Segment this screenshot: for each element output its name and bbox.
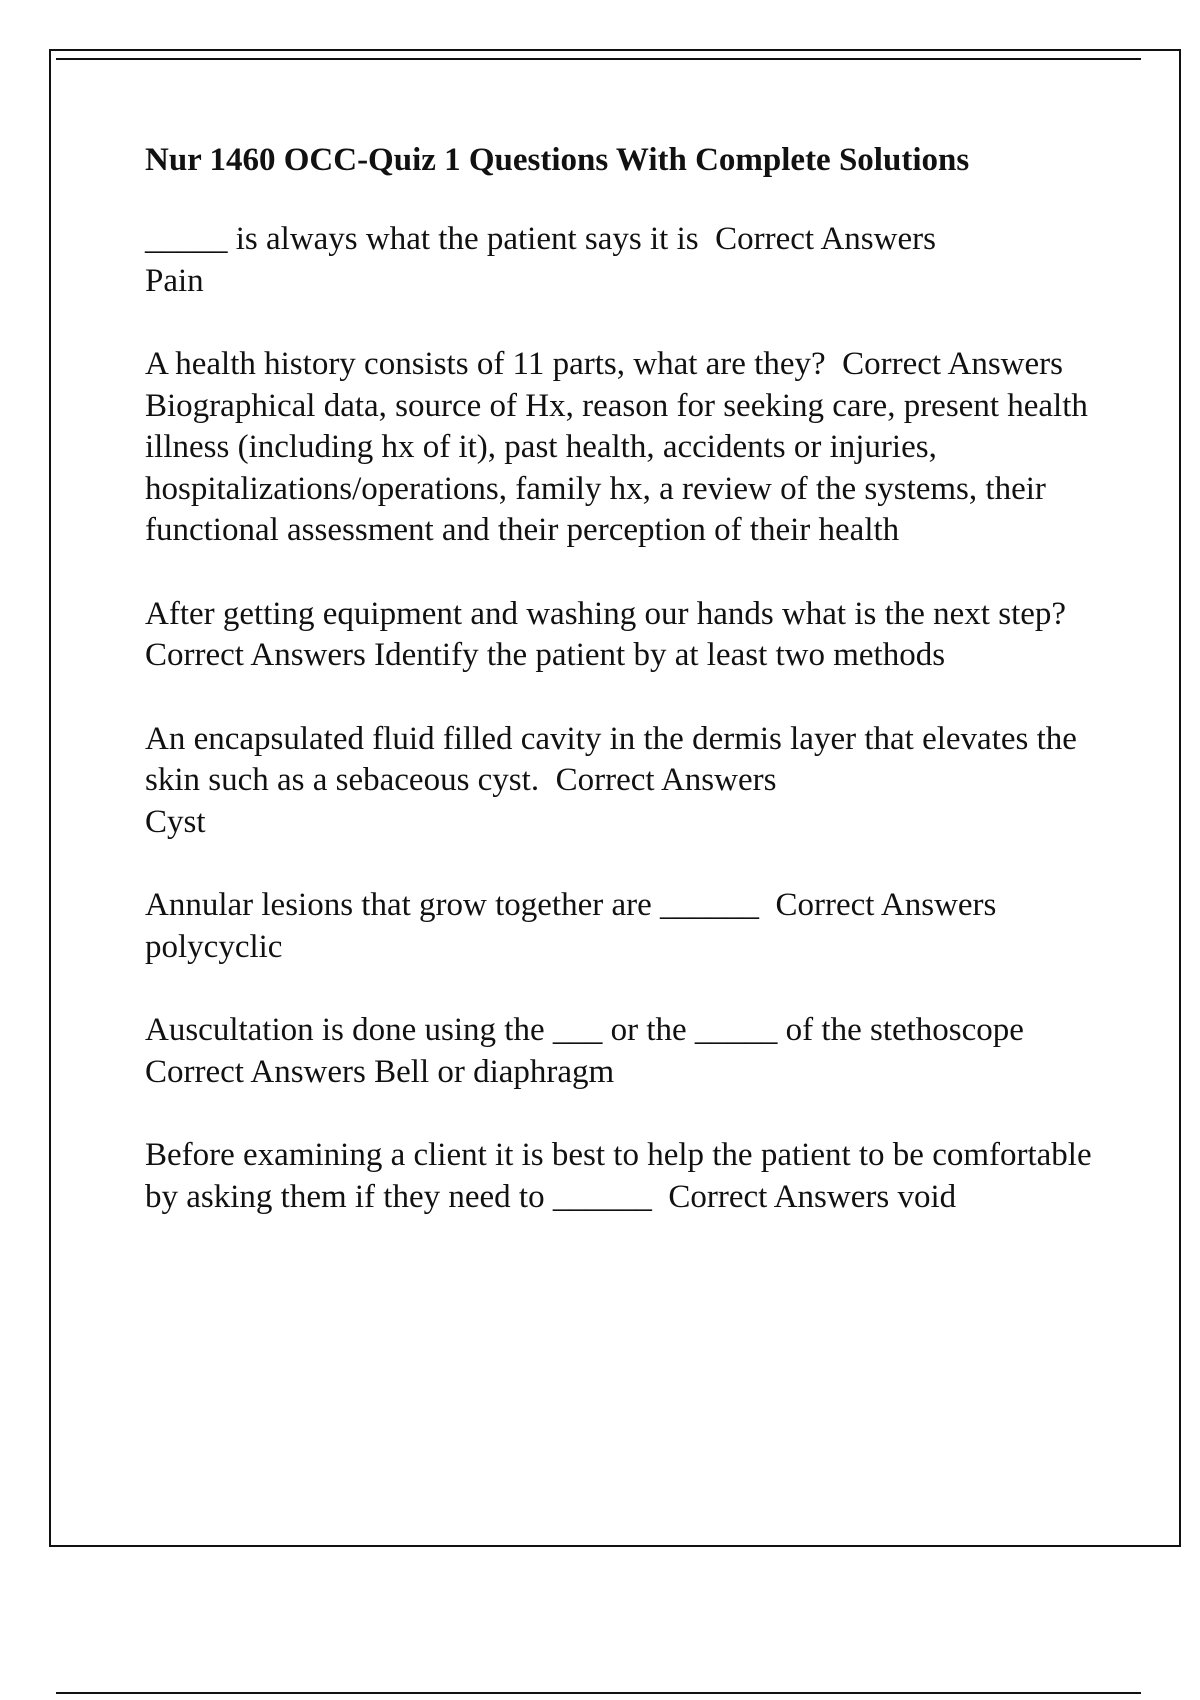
bottom-rule (56, 1692, 1141, 1694)
answer-label: Correct Answers (775, 887, 997, 923)
answer-text: polycyclic (145, 928, 283, 965)
answer-text: Cyst (145, 803, 206, 840)
answer-label: Correct Answers (555, 762, 777, 798)
question-text: An encapsulated fluid filled cavity in the dermis layer that elevates the skin such as a sebaceous cyst. (145, 720, 1086, 798)
answer-text: Pain (145, 262, 204, 299)
document-body (145, 140, 1105, 1260)
qa-item (145, 344, 1105, 552)
answer-text: void (897, 1178, 957, 1215)
qa-item (145, 1135, 1105, 1218)
answer-label: Correct Answers (842, 346, 1063, 382)
qa-item (145, 219, 1105, 302)
qa-item (145, 594, 1105, 677)
question-text: Before examining a client it is best to help the patient to be comfortable by asking them if they need to ______ (145, 1137, 1100, 1215)
question-text: Auscultation is done using the ___ or the _____ of the stethoscope (145, 1012, 1033, 1048)
top-rule (56, 58, 1141, 60)
answer-text: Identify the patient by at least two methods (374, 637, 946, 673)
question-text: _____ is always what the patient says it is (145, 221, 707, 257)
question-text: Annular lesions that grow together are ______ (145, 887, 768, 923)
qa-item (145, 719, 1105, 844)
answer-label: Correct Answers (668, 1178, 890, 1215)
answer-label: Correct Answers (145, 637, 366, 673)
question-text: A health history consists of 11 parts, what are they? (145, 346, 834, 382)
qa-item (145, 1010, 1105, 1093)
document-title: Nur 1460 OCC-Quiz 1 Questions With Complete Solutions (145, 142, 970, 178)
answer-text: Biographical data, source of Hx, reason for seeking care, present health illness (including hx of it), past health, accidents or injuries, hospitalizations/operations, family hx, a review of the systems, their functional assessment and their perception of their health (145, 387, 1097, 548)
question-text: After getting equipment and washing our hands what is the next step? (145, 595, 1075, 632)
answer-text: Bell or diaphragm (374, 1053, 615, 1090)
answer-label: Correct Answers (715, 221, 936, 257)
answer-label: Correct Answers (145, 1053, 366, 1090)
qa-item (145, 885, 1105, 968)
